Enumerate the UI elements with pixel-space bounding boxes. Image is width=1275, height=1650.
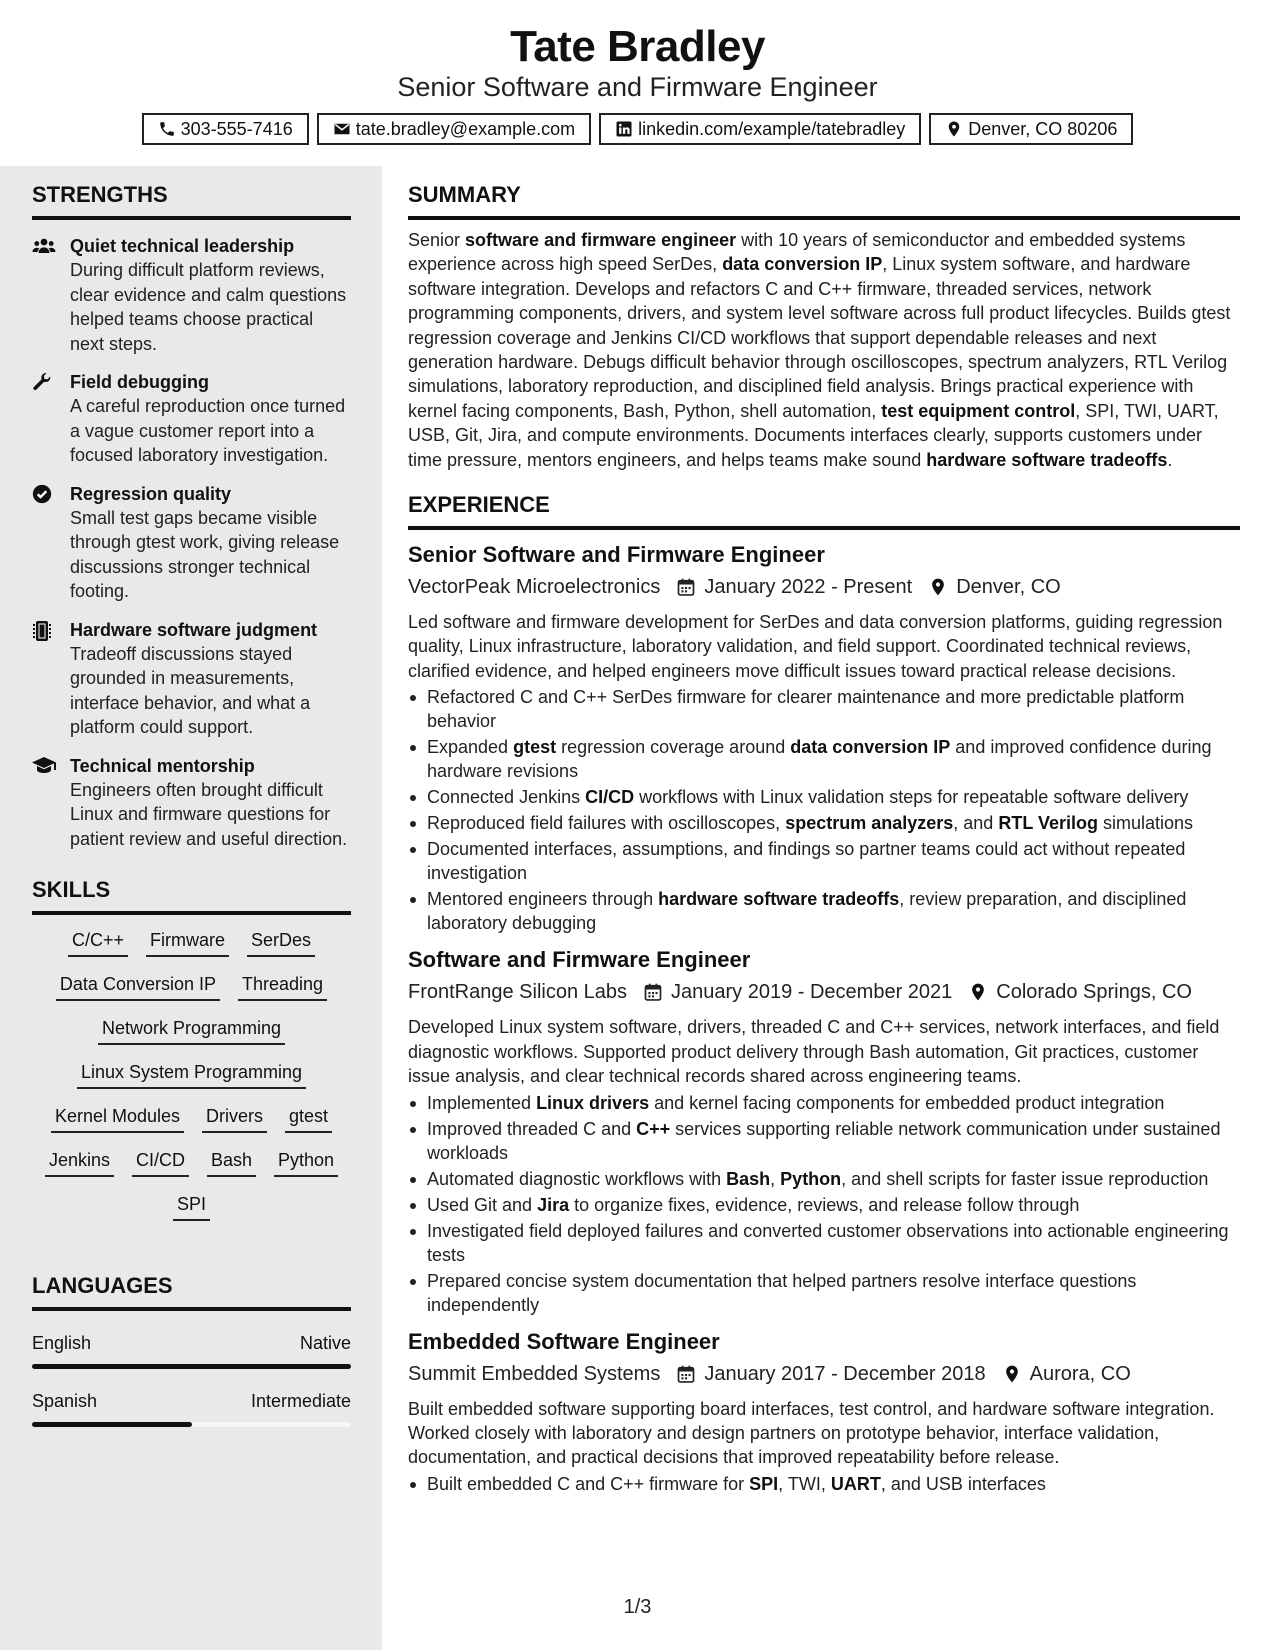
sidebar (0, 166, 382, 1650)
skills-list (32, 927, 351, 1221)
skill-tag: C/C++ (68, 927, 128, 957)
summary-text: Senior software and firmware engineer with 10 years of semiconductor and embedded systems experience across high speed SerDes, data conversion IP, Linux system software, and hardware software integration. Develops and refactors C and C++ firmware, threaded services, network programming components, drivers, and system level software across full product lifecycles. Builds gtest regression coverage and Jenkins CI/CD workflows that support dependable releases and next generation hardware. Debugs difficult behavior through oscilloscopes, spectrum analyzers, RTL Verilog simulations, laboratory reproduction, and disciplined field analysis. Brings practical experience with kernel facing components, Bash, Python, shell automation, test equipment control, SPI, TWI, UART, USB, Git, Jira, and compute environments. Documents interfaces clearly, supports customers under time pressure, mentors engineers, and helps teams make sound hardware software tradeoffs. (408, 230, 1231, 470)
job-description: Developed Linux system software, drivers, threaded C and C++ services, network interfaces, and field diagnostic workflows. Supported product delivery through Bash automation, Git practices, customer issue analysis, and clear technical records shared across engineering teams. (408, 1017, 1220, 1087)
strength-item (32, 482, 351, 604)
skill-tag: Jenkins (45, 1147, 114, 1177)
job-bullet: Prepared concise system documentation that helped partners resolve interface questions independently (408, 1269, 1240, 1317)
job-company: VectorPeak Microelectronics (408, 576, 661, 599)
chip-icon (32, 620, 52, 642)
skill-tag: Linux System Programming (77, 1059, 306, 1089)
skill-tag: Python (274, 1147, 338, 1177)
job-location: Colorado Springs, CO (996, 981, 1192, 1004)
job-entry (408, 1327, 1240, 1496)
contact-phone[interactable] (142, 113, 309, 145)
users-icon (32, 236, 56, 256)
language-proficiency-bar (32, 1422, 351, 1427)
contact-linkedin-text: linkedin.com/example/tatebradley (638, 118, 906, 139)
phone-icon (158, 120, 176, 138)
strength-title: Field debugging (70, 372, 209, 392)
main-content (408, 182, 1240, 1496)
resume-header (0, 0, 1275, 166)
language-level: Intermediate (250, 1391, 351, 1411)
language-item (32, 1391, 351, 1427)
skill-tag: CI/CD (132, 1147, 189, 1177)
job-bullet: Built embedded C and C++ firmware for SPI, TWI, UART, and USB interfaces (408, 1472, 1240, 1496)
language-proficiency-bar (32, 1364, 351, 1369)
contact-linkedin[interactable] (599, 113, 921, 145)
location-icon (968, 982, 988, 1002)
language-level: Native (299, 1333, 351, 1353)
job-company: FrontRange Silicon Labs (408, 981, 628, 1004)
job-bullet: Investigated field deployed failures and converted customer observations into actionable engineering tests (408, 1219, 1240, 1267)
calendar-icon (676, 577, 696, 597)
strength-item (32, 234, 351, 356)
skill-tag: gtest (285, 1103, 332, 1133)
language-proficiency-fill (32, 1422, 192, 1427)
contact-email[interactable] (317, 113, 591, 145)
experience-list (408, 540, 1240, 1496)
job-bullet: Improved threaded C and C++ services supporting reliable network communication under sustained workloads (408, 1117, 1240, 1165)
job-meta (408, 572, 1240, 602)
linkedin-icon (615, 120, 633, 138)
contact-email-text: tate.bradley@example.com (355, 118, 576, 139)
contact-bar (0, 113, 1275, 145)
languages-heading: LANGUAGES (32, 1273, 351, 1311)
job-description: Built embedded software supporting board interfaces, test control, and hardware software integration. Worked closely with laboratory and design partners on prototype behavior, interface validation, documentation, and practical decisions that improved repeatability before release. (408, 1398, 1215, 1468)
job-bullet: Refactored C and C++ SerDes firmware for clearer maintenance and more predictable platform behavior (408, 685, 1240, 733)
strength-item (32, 370, 351, 468)
job-bullet: Connected Jenkins CI/CD workflows with Linux validation steps for repeatable software delivery (408, 785, 1240, 809)
candidate-headline: Senior Software and Firmware Engineer (397, 72, 878, 102)
job-meta (408, 977, 1240, 1007)
strength-desc: A careful reproduction once turned a vague customer report into a focused laboratory investigation. (70, 396, 346, 465)
strength-title: Technical mentorship (70, 755, 255, 776)
page-number: 1/3 (623, 1596, 652, 1618)
job-location: Denver, CO (956, 576, 1061, 599)
strength-title: Regression quality (70, 483, 232, 504)
contact-location[interactable] (929, 113, 1133, 145)
strength-title: Quiet technical leadership (70, 236, 295, 256)
skill-tag: Drivers (202, 1103, 267, 1133)
skill-tag: Data Conversion IP (56, 971, 220, 1001)
language-name: Spanish (32, 1391, 98, 1411)
skill-tag: Network Programming (98, 1015, 285, 1045)
strength-desc: Tradeoff discussions stayed grounded in measurements, interface behavior, and what a platform could support. (70, 643, 311, 737)
graduation-cap-icon (32, 756, 56, 774)
job-bullet: Used Git and Jira to organize fixes, evidence, reviews, and release follow through (408, 1193, 1240, 1217)
strength-desc: During difficult platform reviews, clear evidence and calm questions helped teams choose practical next steps. (70, 260, 347, 354)
check-circle-icon (32, 484, 52, 504)
experience-heading: EXPERIENCE (408, 492, 1240, 530)
location-icon (945, 120, 963, 138)
mail-icon (333, 120, 351, 138)
calendar-icon (676, 1364, 696, 1384)
summary-heading: SUMMARY (408, 182, 1240, 220)
strength-desc: Engineers often brought difficult Linux and firmware questions for patient review and useful direction. (70, 779, 348, 849)
job-title: Senior Software and Firmware Engineer (408, 542, 825, 568)
language-name: English (32, 1333, 92, 1353)
location-icon (928, 577, 948, 597)
job-bullets (408, 685, 1240, 935)
language-proficiency-fill (32, 1364, 351, 1369)
skills-heading: SKILLS (32, 877, 351, 915)
job-dates: January 2017 - December 2018 (704, 1362, 986, 1385)
job-bullet: Automated diagnostic workflows with Bash, Python, and shell scripts for faster issue reproduction (408, 1167, 1240, 1191)
language-item (32, 1333, 351, 1369)
skill-tag: Kernel Modules (51, 1103, 184, 1133)
skill-tag: Firmware (146, 927, 229, 957)
job-bullets (408, 1091, 1240, 1317)
job-bullet: Reproduced field failures with oscilloscopes, spectrum analyzers, and RTL Verilog simulations (408, 811, 1240, 835)
job-bullet: Documented interfaces, assumptions, and findings so partner teams could act without repeated investigation (408, 837, 1240, 885)
strength-title: Hardware software judgment (70, 619, 318, 640)
job-bullet: Mentored engineers through hardware software tradeoffs, review preparation, and disciplined laboratory debugging (408, 887, 1240, 935)
job-entry (408, 945, 1240, 1316)
skill-tag: SerDes (247, 927, 315, 957)
contact-location-text: Denver, CO 80206 (968, 118, 1118, 139)
job-entry (408, 540, 1240, 935)
strength-item (32, 618, 351, 740)
job-dates: January 2022 - Present (704, 576, 913, 599)
job-meta (408, 1359, 1240, 1389)
job-dates: January 2019 - December 2021 (671, 981, 953, 1004)
skill-tag: Bash (207, 1147, 256, 1177)
strength-item (32, 754, 351, 852)
job-bullets (408, 1472, 1240, 1496)
calendar-icon (643, 982, 663, 1002)
job-title: Embedded Software Engineer (408, 1328, 720, 1354)
job-description: Led software and firmware development for SerDes and data conversion platforms, guiding regression quality, Linux infrastructure, laboratory validation, and field support. Coordinated technical reviews, clarified evidence, and helped engineers move difficult issues toward practical release decisions. (408, 612, 1223, 681)
strengths-heading: STRENGTHS (32, 182, 351, 220)
wrench-icon (32, 372, 52, 392)
location-icon (1002, 1364, 1022, 1384)
strength-desc: Small test gaps became visible through gtest work, giving release discussions stronger technical footing. (70, 507, 340, 601)
job-bullet: Expanded gtest regression coverage around data conversion IP and improved confidence during hardware revisions (408, 735, 1240, 783)
skill-tag: Threading (238, 971, 327, 1001)
job-company: Summit Embedded Systems (408, 1362, 661, 1385)
contact-phone-text: 303-555-7416 (180, 118, 293, 139)
job-bullet: Implemented Linux drivers and kernel facing components for embedded product integration (408, 1091, 1240, 1115)
job-location: Aurora, CO (1029, 1362, 1131, 1385)
skill-tag: SPI (173, 1191, 210, 1221)
candidate-name: Tate Bradley (510, 22, 765, 71)
job-title: Software and Firmware Engineer (408, 947, 751, 973)
